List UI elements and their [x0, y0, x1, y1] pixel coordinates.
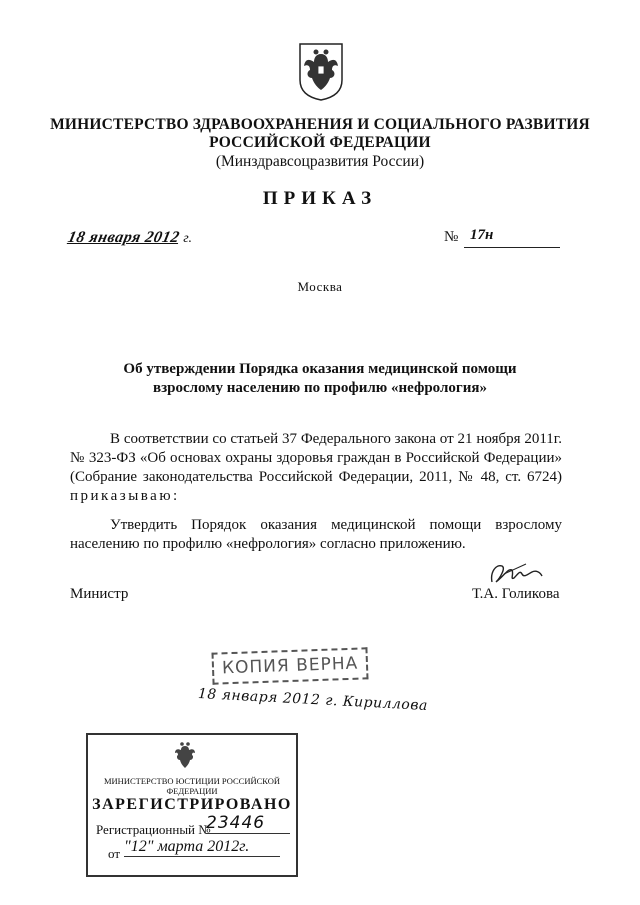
body-paragraph-1-command: приказываю: [70, 488, 180, 504]
ministry-name-line2: РОССИЙСКОЙ ФЕДЕРАЦИИ [209, 134, 431, 151]
registration-number-value: 23446 [206, 813, 290, 834]
ministry-name-line1: МИНИСТЕРСТВО ЗДРАВООХРАНЕНИЯ И СОЦИАЛЬНОГО РАЗВИТИЯ [50, 116, 590, 133]
copy-handwritten-note: 18 января 2012 г. Кириллова [197, 686, 429, 715]
order-subject-line2: взрослому населению по профилю «нефрология» [153, 380, 487, 396]
state-emblem-icon [296, 40, 346, 102]
registration-authority: МИНИСТЕРСТВО ЮСТИЦИИ РОССИЙСКОЙ ФЕДЕРАЦИИ [103, 776, 281, 796]
registration-emblem-icon [170, 738, 200, 774]
order-date-handwritten: 18 января 2012 [66, 229, 182, 246]
city-name: Москва [297, 279, 343, 294]
registration-date-value: "12" марта 2012г. [124, 838, 280, 857]
order-subject-line1: Об утверждении Порядка оказания медицинской помощи [123, 361, 517, 377]
signatory-position: Министр [70, 586, 129, 602]
document-type-title: ПРИКАЗ [262, 188, 378, 209]
ministry-short-name: (Минздравсоцразвития России) [215, 153, 425, 170]
order-number-value: 17н [464, 227, 560, 248]
order-date [68, 229, 226, 251]
order-number-label: № [444, 229, 459, 245]
signature-icon [486, 560, 546, 588]
body-paragraph-1-text: В соответствии со статьей 37 Федерального закона от 21 ноября 2011г. № 323-ФЗ «Об основах охраны здоровья граждан в Российской Федерации» (Собрание законодательства Российской Федерации, 2011, № 48, ст. 6724) [70, 431, 562, 485]
body-paragraph-2: Утвердить Порядок оказания медицинской помощи взрослому населению по профилю «нефрология» согласно приложению. [70, 517, 562, 552]
order-date-suffix: г. [183, 231, 192, 246]
registration-date-label: от [108, 846, 121, 861]
signatory-name: Т.А. Голикова [472, 586, 560, 602]
registration-number-label: Регистрационный № [96, 822, 211, 837]
registration-title: ЗАРЕГИСТРИРОВАНО [92, 796, 292, 813]
copy-certified-stamp: КОПИЯ ВЕРНА [211, 647, 368, 684]
body-paragraph-1 [70, 430, 562, 506]
